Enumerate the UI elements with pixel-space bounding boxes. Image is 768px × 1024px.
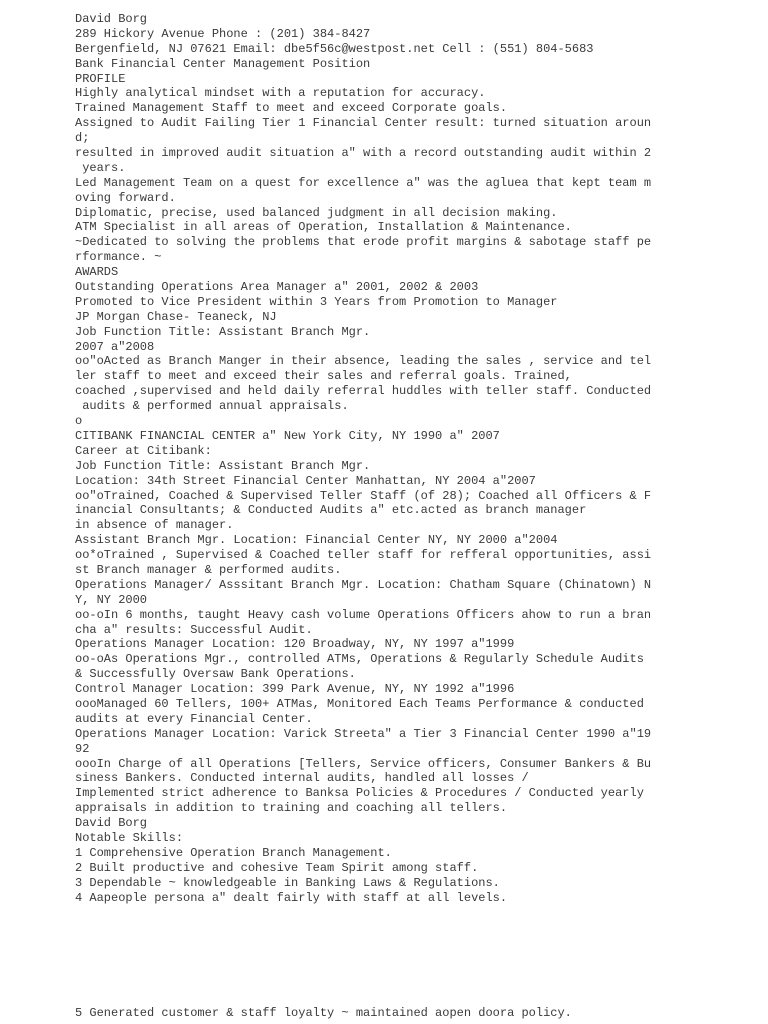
resume-line: 2 Built productive and cohesive Team Spirit among staff. xyxy=(75,860,479,875)
resume-line: Job Function Title: Assistant Branch Mgr. xyxy=(75,458,371,473)
resume-line: audits & performed annual appraisals. xyxy=(75,399,349,414)
resume-line: 3 Dependable ~ knowledgeable in Banking Laws & Regulations. xyxy=(75,875,500,890)
resume-line: Trained Management Staff to meet and exceed Corporate goals. xyxy=(75,101,508,116)
resume-line: ATM Specialist in all areas of Operation, Installation & Maintenance. xyxy=(75,220,572,235)
resume-line: 2007 a"2008 xyxy=(75,339,155,354)
resume-line: oo"oTrained, Coached & Supervised Teller Staff (of 28); Coached all Officers & F xyxy=(75,488,652,503)
resume-line: Assistant Branch Mgr. Location: Financial Center NY, NY 2000 a"2004 xyxy=(75,533,558,548)
resume-line: Operations Manager Location: 120 Broadway, NY, NY 1997 a"1999 xyxy=(75,637,515,652)
resume-line: oo"oActed as Branch Manger in their absence, leading the sales , service and tel xyxy=(75,354,652,369)
resume-line: Implemented strict adherence to Banksa Policies & Procedures / Conducted yearly xyxy=(75,786,644,801)
resume-line: o xyxy=(75,414,83,429)
resume-last-line: 5 Generated customer & staff loyalty ~ maintained aopen doora policy. xyxy=(75,1006,572,1020)
resume-line: years. xyxy=(75,160,126,175)
resume-line: oooManaged 60 Tellers, 100+ ATMas, Monitored Each Teams Performance & conducted xyxy=(75,696,644,711)
resume-line: st Branch manager & performed audits. xyxy=(75,562,342,577)
resume-line: CITIBANK FINANCIAL CENTER a" New York City, NY 1990 a" 2007 xyxy=(75,428,500,443)
resume-line: Promoted to Vice President within 3 Years from Promotion to Manager xyxy=(75,294,558,309)
resume-line: Operations Manager/ Asssitant Branch Mgr. Location: Chatham Square (Chinatown) N xyxy=(75,577,652,592)
resume-line: Control Manager Location: 399 Park Avenue, NY, NY 1992 a"1996 xyxy=(75,682,515,697)
resume-line: resulted in improved audit situation a" with a record outstanding audit within 2 xyxy=(75,146,652,161)
resume-line: 1 Comprehensive Operation Branch Management. xyxy=(75,845,392,860)
resume-line: cha a" results: Successful Audit. xyxy=(75,622,313,637)
resume-line: Location: 34th Street Financial Center Manhattan, NY 2004 a"2007 xyxy=(75,473,536,488)
resume-line: Diplomatic, precise, used balanced judgment in all decision making. xyxy=(75,205,558,220)
resume-line: ler staff to meet and exceed their sales and referral goals. Trained, xyxy=(75,369,572,384)
resume-line: oo-oIn 6 months, taught Heavy cash volume Operations Officers ahow to run a bran xyxy=(75,607,652,622)
resume-line: David Borg xyxy=(75,816,148,831)
resume-line: coached ,supervised and held daily referral huddles with teller staff. Conducted xyxy=(75,384,652,399)
resume-line: audits at every Financial Center. xyxy=(75,711,313,726)
resume-line: in absence of manager. xyxy=(75,518,234,533)
resume-line: Highly analytical mindset with a reputation for accuracy. xyxy=(75,86,486,101)
resume-line: oo-oAs Operations Mgr., controlled ATMs, Operations & Regularly Schedule Audits xyxy=(75,652,644,667)
resume-line: ~Dedicated to solving the problems that erode profit margins & sabotage staff pe xyxy=(75,235,652,250)
resume-line: 4 Aapeople persona a" dealt fairly with staff at all levels. xyxy=(75,890,508,905)
resume-line: Job Function Title: Assistant Branch Mgr. xyxy=(75,324,371,339)
resume-line: oo*oTrained , Supervised & Coached teller staff for refferal opportunities, assi xyxy=(75,548,652,563)
resume-line: David Borg xyxy=(75,12,148,26)
resume-line: Assigned to Audit Failing Tier 1 Financial Center result: turned situation aroun xyxy=(75,116,652,131)
resume-line: Operations Manager Location: Varick Streeta" a Tier 3 Financial Center 1990 a"19 xyxy=(75,726,652,741)
resume-line: siness Bankers. Conducted internal audits, handled all losses / xyxy=(75,771,529,786)
resume-line: PROFILE xyxy=(75,71,126,86)
resume-line: appraisals in addition to training and coaching all tellers. xyxy=(75,801,508,816)
resume-line: 92 xyxy=(75,741,90,756)
resume-line: JP Morgan Chase- Teaneck, NJ xyxy=(75,309,277,324)
resume-line: oooIn Charge of all Operations [Tellers, Service officers, Consumer Bankers & Bu xyxy=(75,756,652,771)
resume-line: Notable Skills: xyxy=(75,830,184,845)
resume-line: inancial Consultants; & Conducted Audits a" etc.acted as branch manager xyxy=(75,503,587,518)
resume-body xyxy=(75,12,755,905)
resume-line: Outstanding Operations Area Manager a" 2001, 2002 & 2003 xyxy=(75,280,479,295)
resume-line: 289 Hickory Avenue Phone : (201) 384-8427 xyxy=(75,26,371,41)
resume-line: oving forward. xyxy=(75,190,176,205)
resume-line: AWARDS xyxy=(75,265,119,280)
resume-line: Career at Citibank: xyxy=(75,443,212,458)
resume-line: rformance. ~ xyxy=(75,250,162,265)
resume-line: Y, NY 2000 xyxy=(75,592,148,607)
resume-line: Bank Financial Center Management Position xyxy=(75,56,371,71)
resume-line: Led Management Team on a quest for excellence a" was the agluea that kept team m xyxy=(75,175,652,190)
resume-line: d; xyxy=(75,131,90,146)
resume-line: Bergenfield, NJ 07621 Email: dbe5f56c@westpost.net Cell : (551) 804-5683 xyxy=(75,41,594,56)
resume-line: & Successfully Oversaw Bank Operations. xyxy=(75,667,356,682)
